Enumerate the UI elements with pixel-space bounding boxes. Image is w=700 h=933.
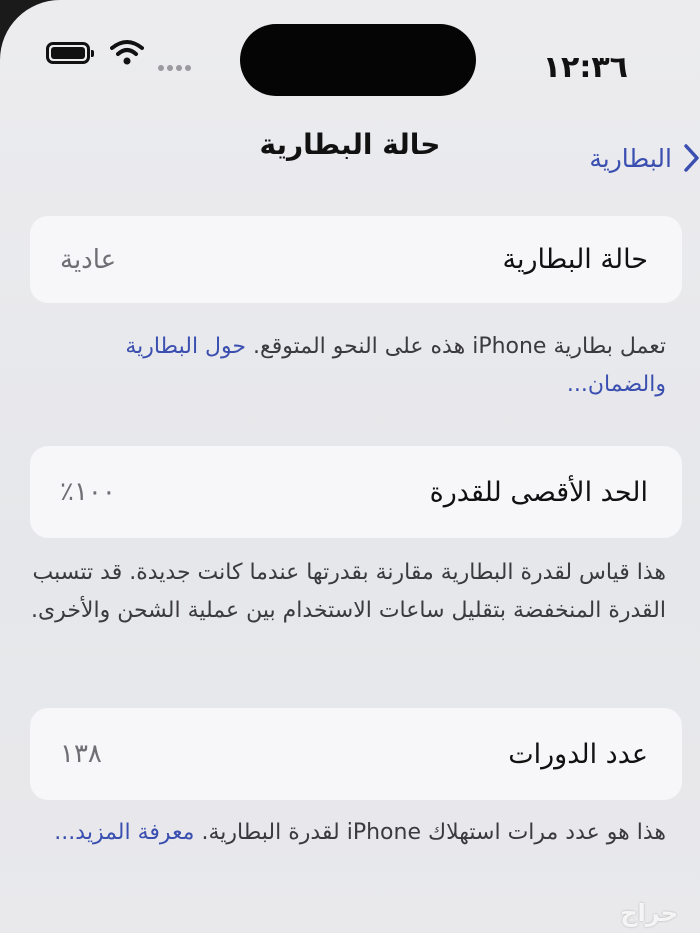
- battery-condition-label: حالة البطارية: [502, 244, 648, 275]
- back-button-label: البطارية: [589, 143, 672, 173]
- status-bar: [0, 0, 700, 110]
- battery-condition-footnote-text: تعمل بطارية iPhone هذه على النحو المتوقع.: [253, 334, 666, 359]
- maximum-capacity-label: الحد الأقصى للقدرة: [429, 476, 648, 508]
- battery-icon: [46, 42, 90, 64]
- learn-more-link[interactable]: معرفة المزيد...: [54, 820, 195, 845]
- wifi-icon: [110, 38, 144, 68]
- status-time: ١٢:٣٦: [542, 50, 628, 85]
- maximum-capacity-group: [30, 446, 682, 538]
- cycle-count-group: [30, 708, 682, 800]
- battery-warranty-link[interactable]: حول البطارية والضمان...: [125, 334, 666, 397]
- dynamic-island: [240, 24, 476, 96]
- watermark-logo: حراج: [620, 899, 678, 927]
- maximum-capacity-footnote: [30, 554, 666, 630]
- cycle-count-footnote: [30, 814, 666, 852]
- battery-condition-group: [30, 216, 682, 303]
- cellular-dots-icon: [158, 56, 198, 66]
- page-title: حالة البطارية: [259, 128, 441, 161]
- battery-condition-row: [30, 216, 682, 303]
- maximum-capacity-value: ١٠٠٪: [60, 477, 116, 507]
- back-button[interactable]: [589, 136, 700, 180]
- cycle-count-label: عدد الدورات: [508, 738, 648, 770]
- chevron-back-icon: [682, 143, 700, 173]
- battery-condition-footnote: [30, 328, 666, 404]
- battery-condition-value: عادية: [60, 244, 117, 275]
- maximum-capacity-row: [30, 446, 682, 538]
- cycle-count-footnote-text: هذا هو عدد مرات استهلاك iPhone لقدرة البطارية.: [201, 820, 666, 845]
- maximum-capacity-footnote-text: هذا قياس لقدرة البطارية مقارنة بقدرتها عندما كانت جديدة. قد تتسبب القدرة المنخفضة بتقليل ساعات الاستخدام بين عملية الشحن والأخرى.: [30, 560, 666, 623]
- cycle-count-row: [30, 708, 682, 800]
- cycle-count-value: ١٣٨: [60, 739, 102, 769]
